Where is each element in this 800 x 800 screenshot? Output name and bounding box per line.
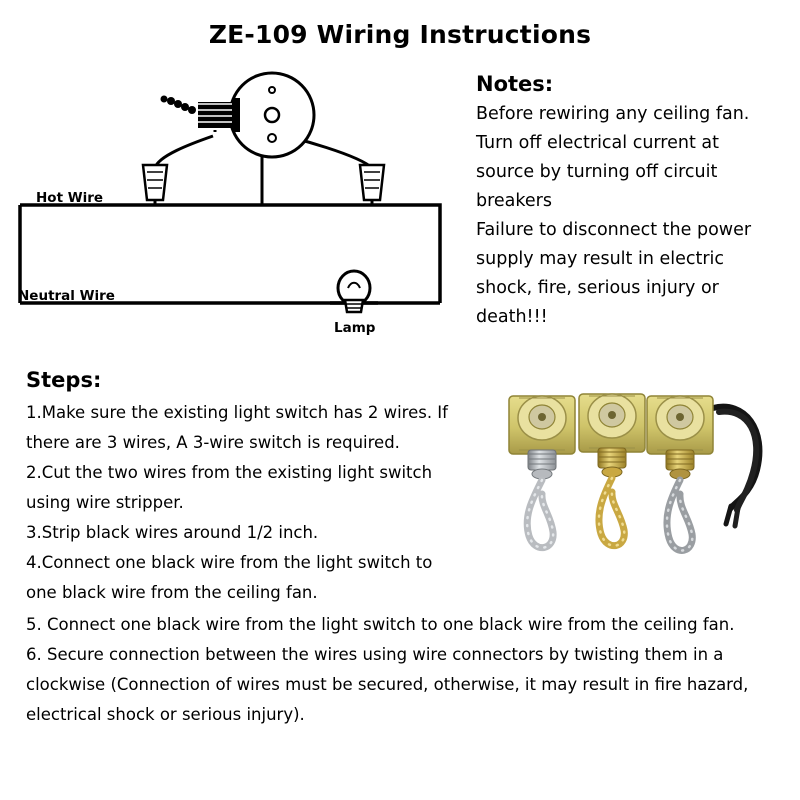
notes-line: supply may result in electric: [476, 249, 725, 269]
step-line: one black wire from the ceiling fan.: [26, 583, 318, 602]
hot-wire-label: Hot Wire: [36, 190, 104, 206]
lead-wires: [713, 407, 759, 526]
lamp-label: Lamp: [334, 320, 376, 336]
notes-line: breakers: [476, 191, 552, 211]
pull-chain-switch-icon: [161, 73, 315, 157]
step-line: using wire stripper.: [26, 493, 184, 512]
notes-section: [476, 72, 796, 332]
pull-chain-switch-3: [647, 396, 713, 550]
page-title: ZE-109 Wiring Instructions: [208, 20, 592, 49]
notes-line: source by turning off circuit: [476, 162, 718, 182]
notes-heading: Notes:: [476, 72, 554, 96]
step-line: 6. Secure connection between the wires using wire connectors by twisting them in a: [26, 645, 724, 664]
pull-chain-switch-2: [579, 394, 645, 546]
wire-nut-icon-right: [360, 165, 384, 200]
notes-line: Failure to disconnect the power: [476, 220, 752, 240]
step-line: 3.Strip black wires around 1/2 inch.: [26, 523, 319, 542]
steps-wide-block: [26, 610, 766, 730]
step-line: 4.Connect one black wire from the light switch to: [26, 553, 433, 572]
lamp-icon: [330, 271, 378, 312]
notes-line: Turn off electrical current at: [476, 133, 719, 153]
wiring-diagram: [0, 60, 470, 350]
notes-line: shock, fire, serious injury or: [476, 278, 719, 298]
neutral-wire-label: Neutral Wire: [18, 288, 115, 304]
step-line: there are 3 wires, A 3-wire switch is required.: [26, 433, 400, 452]
step-line: 1.Make sure the existing light switch has 2 wires. If: [26, 403, 448, 422]
step-line: 2.Cut the two wires from the existing light switch: [26, 463, 433, 482]
step-line: 5. Connect one black wire from the light switch to one black wire from the ceiling fan.: [26, 615, 735, 634]
notes-line: Before rewiring any ceiling fan.: [476, 104, 750, 124]
notes-line: death!!!: [476, 307, 548, 327]
product-photo: [495, 390, 785, 620]
wire-nut-icon-left: [143, 165, 167, 200]
steps-heading: Steps:: [26, 368, 102, 392]
step-line: clockwise (Connection of wires must be secured, otherwise, it may result in fire hazard,: [26, 675, 749, 694]
step-line: electrical shock or serious injury).: [26, 705, 305, 724]
pull-chain-switch-1: [509, 396, 575, 548]
steps-narrow-block: [26, 398, 486, 608]
